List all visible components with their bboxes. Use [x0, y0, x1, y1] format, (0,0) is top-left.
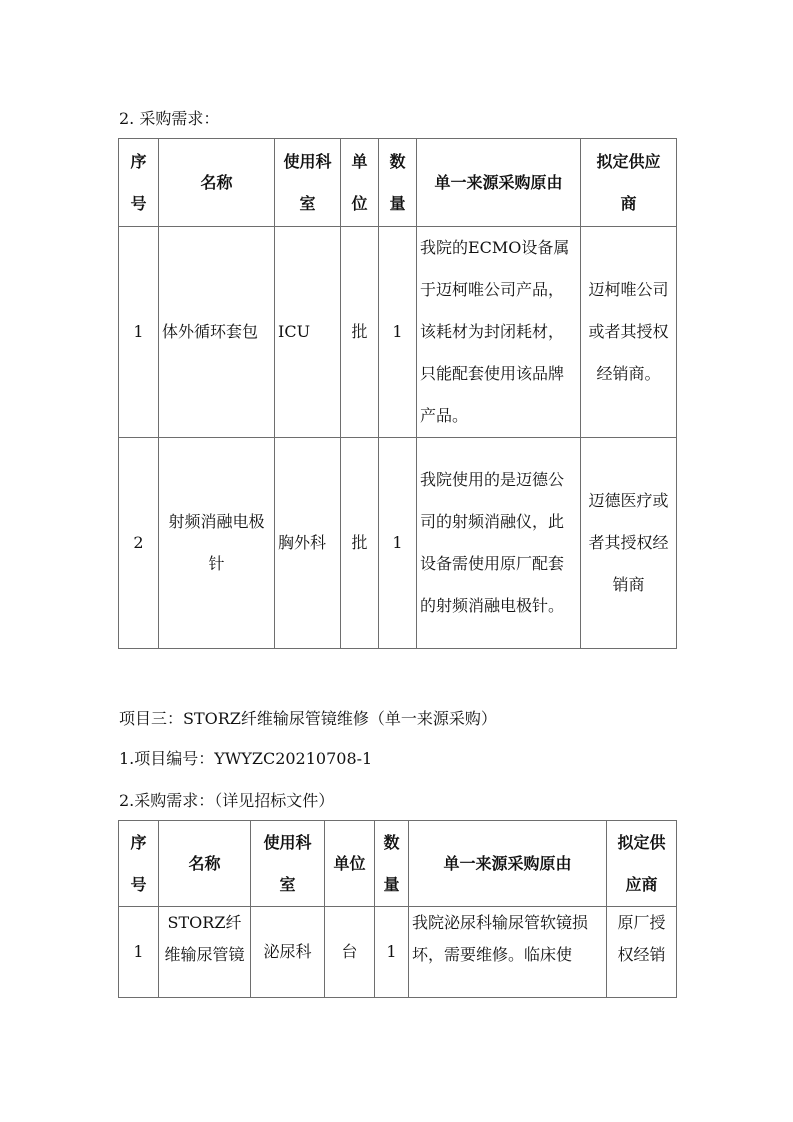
row-name-text: STORZ纤维输尿管镜	[164, 913, 245, 964]
table-header-row	[119, 139, 677, 227]
row-qty: 1	[375, 907, 409, 998]
table-row	[119, 438, 677, 649]
header-unit: 单位	[325, 821, 375, 907]
header-dept: 使用科室	[275, 139, 341, 227]
row-supplier	[607, 907, 677, 998]
row-reason-text: 我院泌尿科输尿管软镜损坏，需要维修。临床使	[412, 913, 589, 964]
header-no: 序号	[119, 821, 159, 907]
header-name: 名称	[159, 139, 275, 227]
section-heading: 2.采购需求：（详见招标文件）	[119, 791, 335, 810]
header-name: 名称	[159, 821, 251, 907]
row-supplier: 迈德医疗或者其授权经销商	[581, 438, 677, 649]
row-dept: ICU	[275, 227, 341, 438]
table-header-row	[119, 821, 677, 907]
table-row	[119, 227, 677, 438]
requirements-table-1	[118, 138, 677, 649]
header-dept: 使用科室	[251, 821, 325, 907]
row-unit: 批	[341, 438, 379, 649]
header-unit: 单位	[341, 139, 379, 227]
table-row	[119, 907, 677, 998]
row-supplier-text: 原厂授权经销	[617, 913, 666, 964]
row-name: 射频消融电极针	[159, 438, 275, 649]
header-supplier: 拟定供应商	[607, 821, 677, 907]
header-supplier: 拟定供应商	[581, 139, 677, 227]
row-no: 1	[119, 907, 159, 998]
row-unit: 批	[341, 227, 379, 438]
header-qty: 数量	[379, 139, 417, 227]
row-no: 1	[119, 227, 159, 438]
row-qty: 1	[379, 438, 417, 649]
row-dept: 泌尿科	[251, 907, 325, 998]
section-heading: 2. 采购需求：	[119, 109, 220, 128]
project-title: 项目三：STORZ纤维输尿管镜维修（单一来源采购）	[119, 709, 497, 728]
row-no: 2	[119, 438, 159, 649]
project-number: 1.项目编号：YWYZC20210708-1	[119, 749, 373, 768]
row-supplier: 迈柯唯公司或者其授权经销商。	[581, 227, 677, 438]
header-no: 序号	[119, 139, 159, 227]
row-name	[159, 907, 251, 998]
header-reason: 单一来源采购原由	[417, 139, 581, 227]
requirements-table-2	[118, 820, 677, 998]
row-qty: 1	[379, 227, 417, 438]
row-reason	[409, 907, 607, 998]
row-reason: 我院的ECMO设备属于迈柯唯公司产品，该耗材为封闭耗材，只能配套使用该品牌产品。	[417, 227, 581, 438]
row-reason: 我院使用的是迈德公司的射频消融仪，此设备需使用原厂配套的射频消融电极针。	[417, 438, 581, 649]
header-reason: 单一来源采购原由	[409, 821, 607, 907]
row-unit: 台	[325, 907, 375, 998]
header-qty: 数量	[375, 821, 409, 907]
row-dept: 胸外科	[275, 438, 341, 649]
row-name: 体外循环套包	[159, 227, 275, 438]
